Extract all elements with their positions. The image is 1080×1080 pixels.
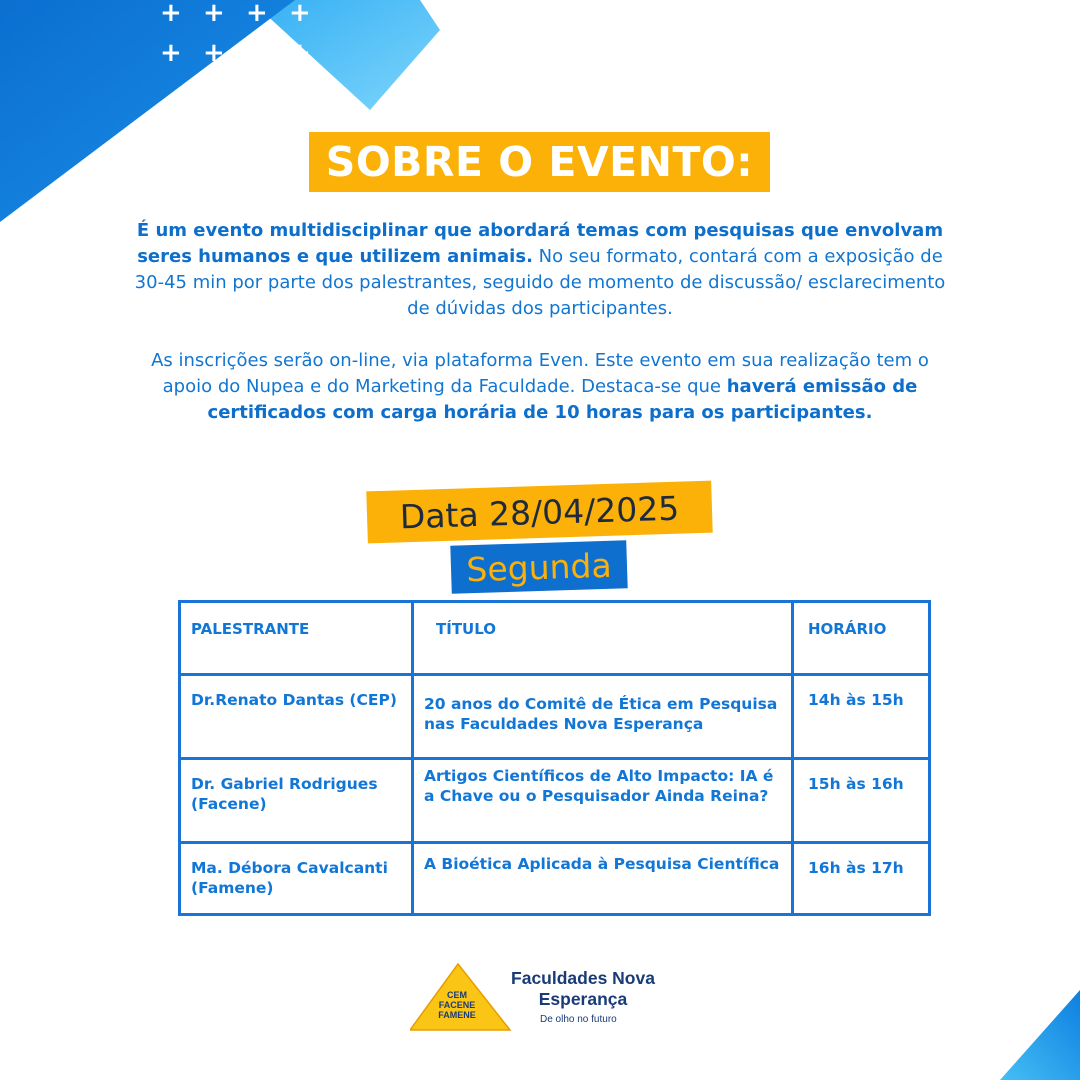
event-weekday: Segunda [465,545,613,589]
about-paragraph-2 [130,348,950,426]
talk-title-cell: Artigos Científicos de Alto Impacto: IA é a Chave ou o Pesquisador Ainda Reina? [413,759,793,843]
speaker-cell: Ma. Débora Cavalcanti (Famene) [180,843,413,915]
logo-triangle-line: CEM [447,990,467,1000]
event-date: Data 28/04/2025 [399,488,680,536]
talk-title-cell: A Bioética Aplicada à Pesquisa Científica [413,843,793,915]
corner-stripe-light [250,0,440,110]
plus-icon: + [289,38,311,68]
schedule-header-row [180,602,930,675]
about-paragraph-1-rest: No seu formato, contará com a exposição de 30-45 min por parte dos palestrantes, seguido de momento de discussão/ esclarecimento de dúvidas dos participantes. [134,246,946,319]
plus-icon: + [160,0,182,28]
schedule-table [178,600,931,916]
about-paragraph-1 [130,218,950,322]
plus-icon: + [246,0,268,28]
speaker-cell: Dr. Gabriel Rodrigues (Facene) [180,759,413,843]
table-row [180,843,930,915]
plus-icon: + [203,0,225,28]
plus-icon: + [203,38,225,68]
bottom-right-stripe [1000,990,1080,1080]
table-row [180,759,930,843]
corner-stripe-dark [0,0,295,222]
time-cell: 15h às 16h [793,759,930,843]
logo-triangle-line: FAMENE [438,1010,476,1020]
speaker-cell: Dr.Renato Dantas (CEP) [180,675,413,759]
plus-icon: + [289,0,311,28]
plus-icon: + [160,38,182,68]
time-cell: 16h às 17h [793,843,930,915]
talk-title-cell: 20 anos do Comitê de Ética em Pesquisa nas Faculdades Nova Esperança [413,675,793,759]
about-paragraph-2-bold: haverá emissão de certificados com carga horária de 10 horas para os participantes. [207,376,918,423]
weekday-banner [450,540,627,594]
institution-tagline: De olho no futuro [540,1014,617,1025]
table-row [180,675,930,759]
column-header-speaker: PALESTRANTE [180,602,413,675]
column-header-time: HORÁRIO [793,602,930,675]
institution-name: Faculdades Nova Esperança [511,968,655,1009]
plus-icon: + [246,38,268,68]
page-title: SOBRE O EVENTO: [325,138,754,186]
logo-triangle-line: FACENE [438,1000,476,1010]
date-banner [366,481,712,544]
about-text [130,218,950,426]
time-cell: 14h às 15h [793,675,930,759]
about-paragraph-1-bold: É um evento multidisciplinar que abordará temas com pesquisas que envolvam seres humanos e que utilizem animais. [136,220,944,267]
page-title-banner [309,132,770,192]
about-paragraph-2-start: As inscrições serão on-line, via plataforma Even. Este evento em sua realização tem o apoio do Nupea e do Marketing da Faculdade. Destaca-se que [151,350,929,397]
column-header-title: TÍTULO [413,602,793,675]
